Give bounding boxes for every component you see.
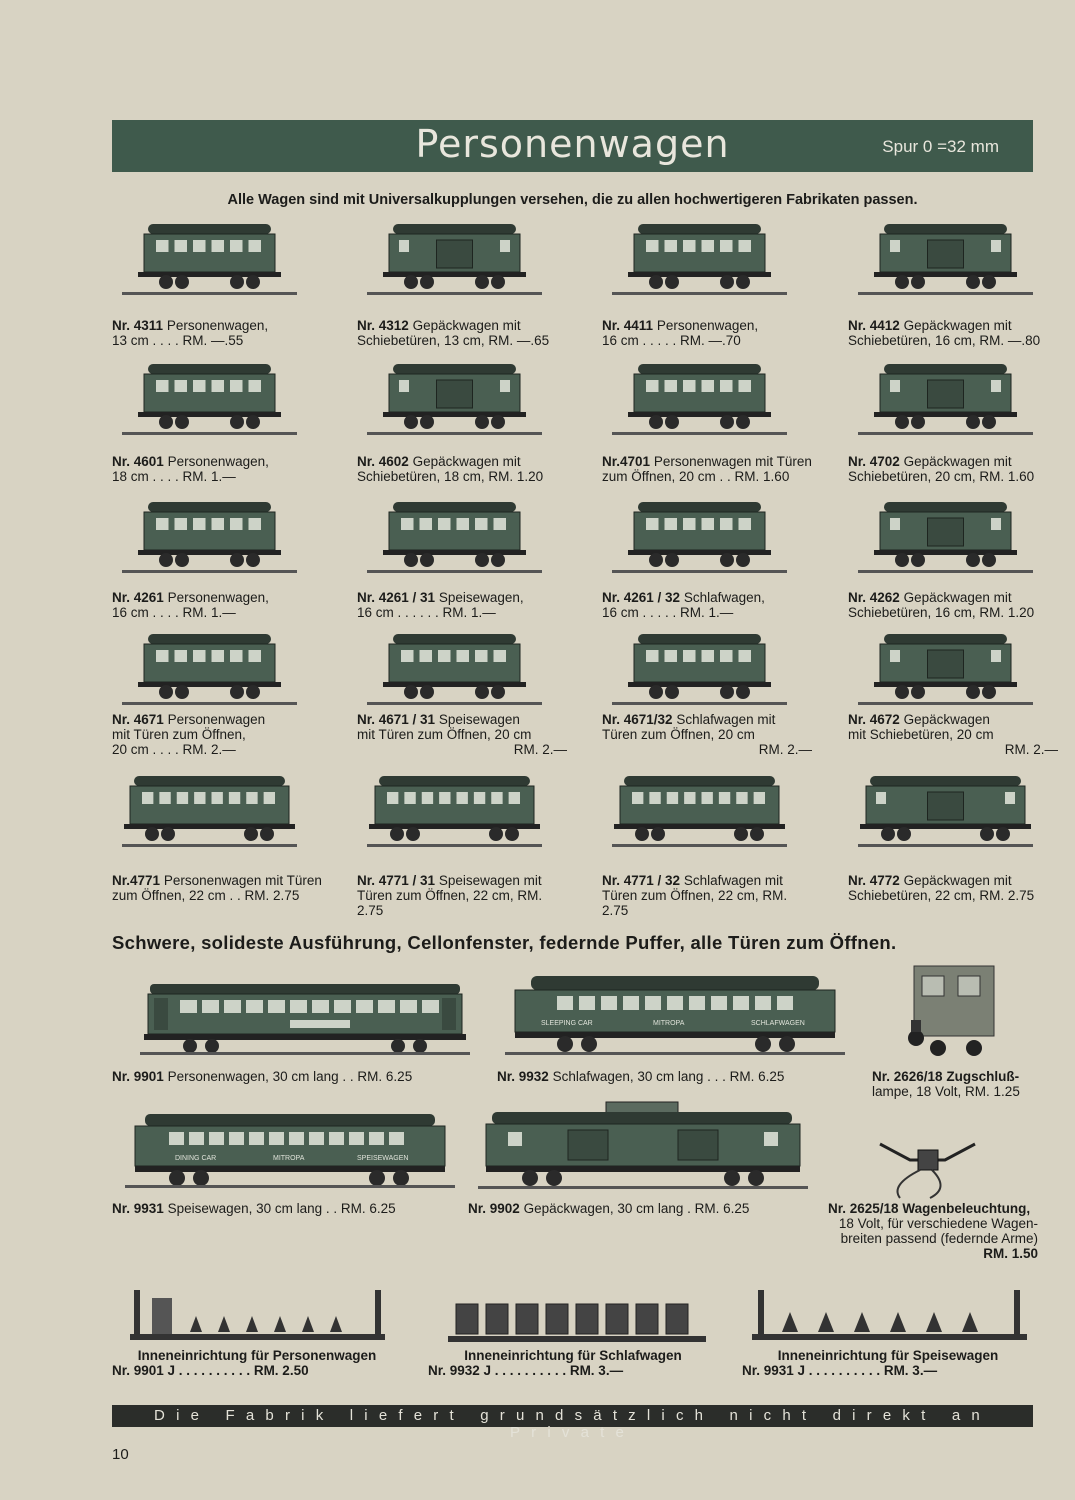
wagon-image [858, 352, 1033, 444]
wagon-description: Personenwagen mit Türen [653, 454, 812, 469]
footer-bar [112, 1405, 1033, 1441]
wagon-description: Personenwagen, [167, 590, 269, 605]
wagon-caption [602, 590, 812, 620]
heavy-nr-2626: Nr. 2626/18 [872, 1069, 943, 1084]
wagon-caption-line1 [112, 318, 322, 333]
wagon-caption-line2: Türen zum Öffnen, 20 cm [602, 727, 755, 742]
wagon-caption [602, 454, 812, 484]
wagon-description: Schlafwagen, [683, 590, 765, 605]
wagon-number: Nr. 4312 [357, 318, 409, 333]
wagon-number: Nr. 4702 [848, 454, 900, 469]
wagon-number: Nr. 4671/32 [602, 712, 673, 727]
wagon-caption-line1 [357, 590, 567, 605]
wagon-caption [602, 318, 812, 348]
heavy-nr-9932: Nr. 9932 [497, 1069, 549, 1084]
car-lighting-2625 [870, 1130, 985, 1200]
wagon-description: Personenwagen mit Türen [163, 873, 322, 888]
heavy-nr-9931: Nr. 9931 [112, 1201, 164, 1216]
wagon-image [858, 622, 1033, 714]
wagon-image [612, 212, 787, 304]
heavy-text-9931: Speisewagen, 30 cm lang . . RM. 6.25 [167, 1201, 396, 1216]
wagon-caption-line2: Schiebetüren, 16 cm, RM. 1.20 [848, 605, 1035, 620]
wagon-number: Nr. 4601 [112, 454, 164, 469]
heavy-car-9932 [505, 970, 845, 1060]
wagon-number: Nr. 4772 [848, 873, 900, 888]
wagon-description: Personenwagen, [656, 318, 759, 333]
wagon-description: Gepäckwagen mit [903, 318, 1012, 333]
wagon-image [367, 764, 542, 856]
wagon-caption-line2: mit Schiebetüren, 20 cm [848, 727, 994, 742]
wagon-caption-line3: RM. 2.— [513, 742, 567, 757]
interior-title-personen: Inneneinrichtung für Personenwagen [137, 1348, 377, 1363]
wagon-caption-line1 [112, 873, 322, 888]
wagon-description: Gepäckwagen [903, 712, 990, 727]
wagon-caption [848, 712, 1058, 757]
tail-lamp-2626 [902, 960, 1002, 1065]
wagon-caption-line2: 18 cm . . . . RM. 1.— [112, 469, 236, 484]
wagon-caption-line2: Schiebetüren, 13 cm, RM. —.65 [357, 333, 550, 348]
heavy-car-9901 [140, 978, 470, 1060]
wagon-number: Nr. 4671 / 31 [357, 712, 436, 727]
heavy-text3-2625: breiten passend (federnde Arme) [840, 1231, 1038, 1246]
heavy-label-mitropa-2: MITROPA [273, 1155, 305, 1162]
wagon-number: Nr. 4671 [112, 712, 164, 727]
gauge-label: Spur 0 =32 mm [882, 137, 999, 156]
heavy-caption-9931 [112, 1201, 482, 1216]
heavy-caption-9901 [112, 1069, 482, 1084]
heavy-nr-9902: Nr. 9902 [468, 1201, 520, 1216]
interior-img-personen [130, 1282, 385, 1342]
intro-text: Alle Wagen sind mit Universalkupplungen versehen, die zu allen hochwertigeren Fabrikaten passen. [227, 192, 918, 208]
wagon-caption-line1 [848, 454, 1058, 469]
wagon-description: Speisewagen [438, 712, 520, 727]
wagon-image [122, 764, 297, 856]
wagon-number: Nr.4701 [602, 454, 651, 469]
wagon-caption-line2: Schiebetüren, 18 cm, RM. 1.20 [357, 469, 544, 484]
heavy-car-9931 [125, 1108, 455, 1190]
wagon-number: Nr. 4261 / 32 [602, 590, 681, 605]
wagon-description: Speisewagen, [438, 590, 524, 605]
wagon-caption-line1 [112, 590, 322, 605]
wagon-number: Nr. 4602 [357, 454, 409, 469]
wagon-caption-line2: Türen zum Öffnen, 22 cm, RM. 2.75 [357, 888, 543, 918]
wagon-description: Gepäckwagen mit [412, 454, 521, 469]
wagon-caption-line2: 16 cm . . . . RM. 1.— [112, 605, 236, 620]
wagon-image [122, 352, 297, 444]
wagon-description: Gepäckwagen mit [903, 873, 1012, 888]
wagon-description: Gepäckwagen mit [903, 454, 1012, 469]
wagon-caption-line3: 20 cm . . . . RM. 2.— [112, 742, 236, 757]
wagon-caption [357, 454, 567, 484]
wagon-caption-line2: 16 cm . . . . . RM. 1.— [602, 605, 734, 620]
wagon-caption-line1 [602, 873, 812, 888]
wagon-caption [848, 873, 1058, 903]
wagon-image [367, 622, 542, 714]
wagon-caption [112, 873, 322, 903]
interior-nr-schlaf: Nr. 9932 J . . . . . . . . . . RM. 3.— [428, 1363, 624, 1378]
wagon-caption-line2: Schiebetüren, 20 cm, RM. 1.60 [848, 469, 1035, 484]
heavy-label-schlafwagen: SCHLAFWAGEN [751, 1020, 805, 1027]
wagon-caption [112, 712, 322, 757]
wagon-caption-line3: RM. 2.— [758, 742, 812, 757]
heavy-text-9901: Personenwagen, 30 cm lang . . RM. 6.25 [167, 1069, 413, 1084]
wagon-image [122, 622, 297, 714]
wagon-caption [602, 873, 812, 918]
heavy-text4-2625: RM. 1.50 [983, 1246, 1038, 1261]
wagon-caption-line1 [357, 712, 567, 727]
interior-title-schlaf: Inneneinrichtung für Schlafwagen [464, 1348, 682, 1363]
wagon-description: Personenwagen, [167, 454, 269, 469]
wagon-caption-line2: mit Türen zum Öffnen, [112, 727, 246, 742]
wagon-caption-line2: Schiebetüren, 22 cm, RM. 2.75 [848, 888, 1035, 903]
heavy-text2-2625: 18 Volt, für verschiedene Wagen- [838, 1216, 1038, 1231]
heavy-label-speisewagen: SPEISEWAGEN [357, 1155, 409, 1162]
wagon-caption-line2: Türen zum Öffnen, 22 cm, RM. 2.75 [602, 888, 788, 918]
wagon-description: Personenwagen, [166, 318, 269, 333]
wagon-caption-line1 [848, 712, 1058, 727]
wagon-image [367, 212, 542, 304]
wagon-description: Personenwagen [167, 712, 266, 727]
wagon-caption-line1 [357, 454, 567, 469]
heavy-text-9932: Schlafwagen, 30 cm lang . . . RM. 6.25 [552, 1069, 785, 1084]
title-banner [112, 120, 1033, 172]
wagon-image [858, 764, 1033, 856]
wagon-caption-line2: 13 cm . . . . RM. —.55 [112, 333, 244, 348]
heavy-nr-2625: Nr. 2625/18 [828, 1201, 899, 1216]
wagon-caption [848, 590, 1058, 620]
wagon-image [612, 490, 787, 582]
wagon-image [122, 212, 297, 304]
wagon-caption [112, 454, 322, 484]
wagon-number: Nr. 4311 [112, 318, 164, 333]
wagon-caption-line2: 16 cm . . . . . RM. —.70 [602, 333, 741, 348]
wagon-description: Speisewagen mit [438, 873, 542, 888]
wagon-caption-line1 [357, 873, 567, 888]
wagon-image [612, 622, 787, 714]
heavy-caption-9902 [468, 1201, 838, 1216]
interior-nr-personen: Nr. 9901 J . . . . . . . . . . RM. 2.50 [112, 1363, 309, 1378]
page-title: Personenwagen [415, 122, 730, 166]
wagon-number: Nr. 4262 [848, 590, 900, 605]
wagon-image [612, 352, 787, 444]
wagon-image [367, 490, 542, 582]
wagon-caption-line2: mit Türen zum Öffnen, 20 cm [357, 727, 532, 742]
wagon-caption-line2: Schiebetüren, 16 cm, RM. —.80 [848, 333, 1041, 348]
heavy-car-9902 [478, 1100, 808, 1192]
heavy-caption-9932 [497, 1069, 867, 1084]
wagon-caption-line2: zum Öffnen, 22 cm . . RM. 2.75 [112, 888, 300, 903]
heavy-caption-2626 [872, 1069, 1042, 1099]
wagon-caption [357, 712, 567, 757]
interior-img-speise [752, 1282, 1027, 1342]
heavy-text-9902: Gepäckwagen, 30 cm lang . RM. 6.25 [523, 1201, 750, 1216]
wagon-caption [357, 318, 567, 348]
heavy-text-2625: Wagenbeleuchtung, [902, 1201, 1031, 1216]
wagon-caption [357, 873, 567, 918]
wagon-caption-line1 [848, 590, 1058, 605]
heavy-caption-2625 [828, 1201, 1038, 1261]
page-number: 10 [112, 1446, 129, 1463]
heavy-label-mitropa: MITROPA [653, 1020, 685, 1027]
wagon-description: Gepäckwagen mit [903, 590, 1012, 605]
wagon-number: Nr. 4771 / 31 [357, 873, 436, 888]
wagon-image [858, 212, 1033, 304]
footer-notice: Die Fabrik liefert grundsätzlich nicht direkt an Private [154, 1407, 991, 1441]
wagon-number: Nr. 4261 [112, 590, 164, 605]
wagon-caption-line1 [602, 454, 812, 469]
wagon-caption-line1 [357, 318, 567, 333]
wagon-number: Nr.4771 [112, 873, 161, 888]
heavy-nr-9901: Nr. 9901 [112, 1069, 164, 1084]
wagon-number: Nr. 4411 [602, 318, 654, 333]
wagon-number: Nr. 4672 [848, 712, 900, 727]
wagon-caption [848, 318, 1058, 348]
wagon-description: Schlafwagen mit [683, 873, 783, 888]
interior-title-speise: Inneneinrichtung für Speisewagen [777, 1348, 999, 1363]
wagon-caption-line2: 16 cm . . . . . . RM. 1.— [357, 605, 496, 620]
heavy-section-heading: Schwere, solideste Ausführung, Cellonfenster, federnde Puffer, alle Türen zum Öffnen. [112, 932, 897, 953]
interior-img-schlaf [448, 1298, 706, 1344]
heavy-label-dining: DINING CAR [175, 1155, 217, 1162]
wagon-image [122, 490, 297, 582]
interior-caption-schlaf [428, 1348, 718, 1378]
wagon-image [612, 764, 787, 856]
wagon-caption [602, 712, 812, 757]
wagon-caption [112, 318, 322, 348]
wagon-caption [848, 454, 1058, 484]
wagon-description: Gepäckwagen mit [412, 318, 521, 333]
wagon-image [858, 490, 1033, 582]
wagon-caption-line1 [112, 454, 322, 469]
wagon-caption-line1 [112, 712, 322, 727]
heavy-text-2626: Zugschluß- [946, 1069, 1020, 1084]
heavy-text2-2626: lampe, 18 Volt, RM. 1.25 [872, 1084, 1020, 1099]
interior-caption-speise [742, 1348, 1034, 1378]
wagon-number: Nr. 4412 [848, 318, 900, 333]
wagon-caption-line1 [848, 318, 1058, 333]
wagon-image [367, 352, 542, 444]
wagon-caption [112, 590, 322, 620]
wagon-caption-line3: RM. 2.— [1004, 742, 1058, 757]
wagon-number: Nr. 4771 / 32 [602, 873, 681, 888]
wagon-caption-line1 [602, 590, 812, 605]
wagon-caption-line2: zum Öffnen, 20 cm . . RM. 1.60 [602, 469, 790, 484]
wagon-caption-line1 [602, 712, 812, 727]
interior-nr-speise: Nr. 9931 J . . . . . . . . . . RM. 3.— [742, 1363, 938, 1378]
wagon-description: Schlafwagen mit [676, 712, 776, 727]
interior-caption-personen [112, 1348, 402, 1378]
heavy-label-sleeping: SLEEPING CAR [541, 1020, 593, 1027]
wagon-caption-line1 [602, 318, 812, 333]
wagon-caption-line1 [848, 873, 1058, 888]
wagon-number: Nr. 4261 / 31 [357, 590, 436, 605]
wagon-caption [357, 590, 567, 620]
